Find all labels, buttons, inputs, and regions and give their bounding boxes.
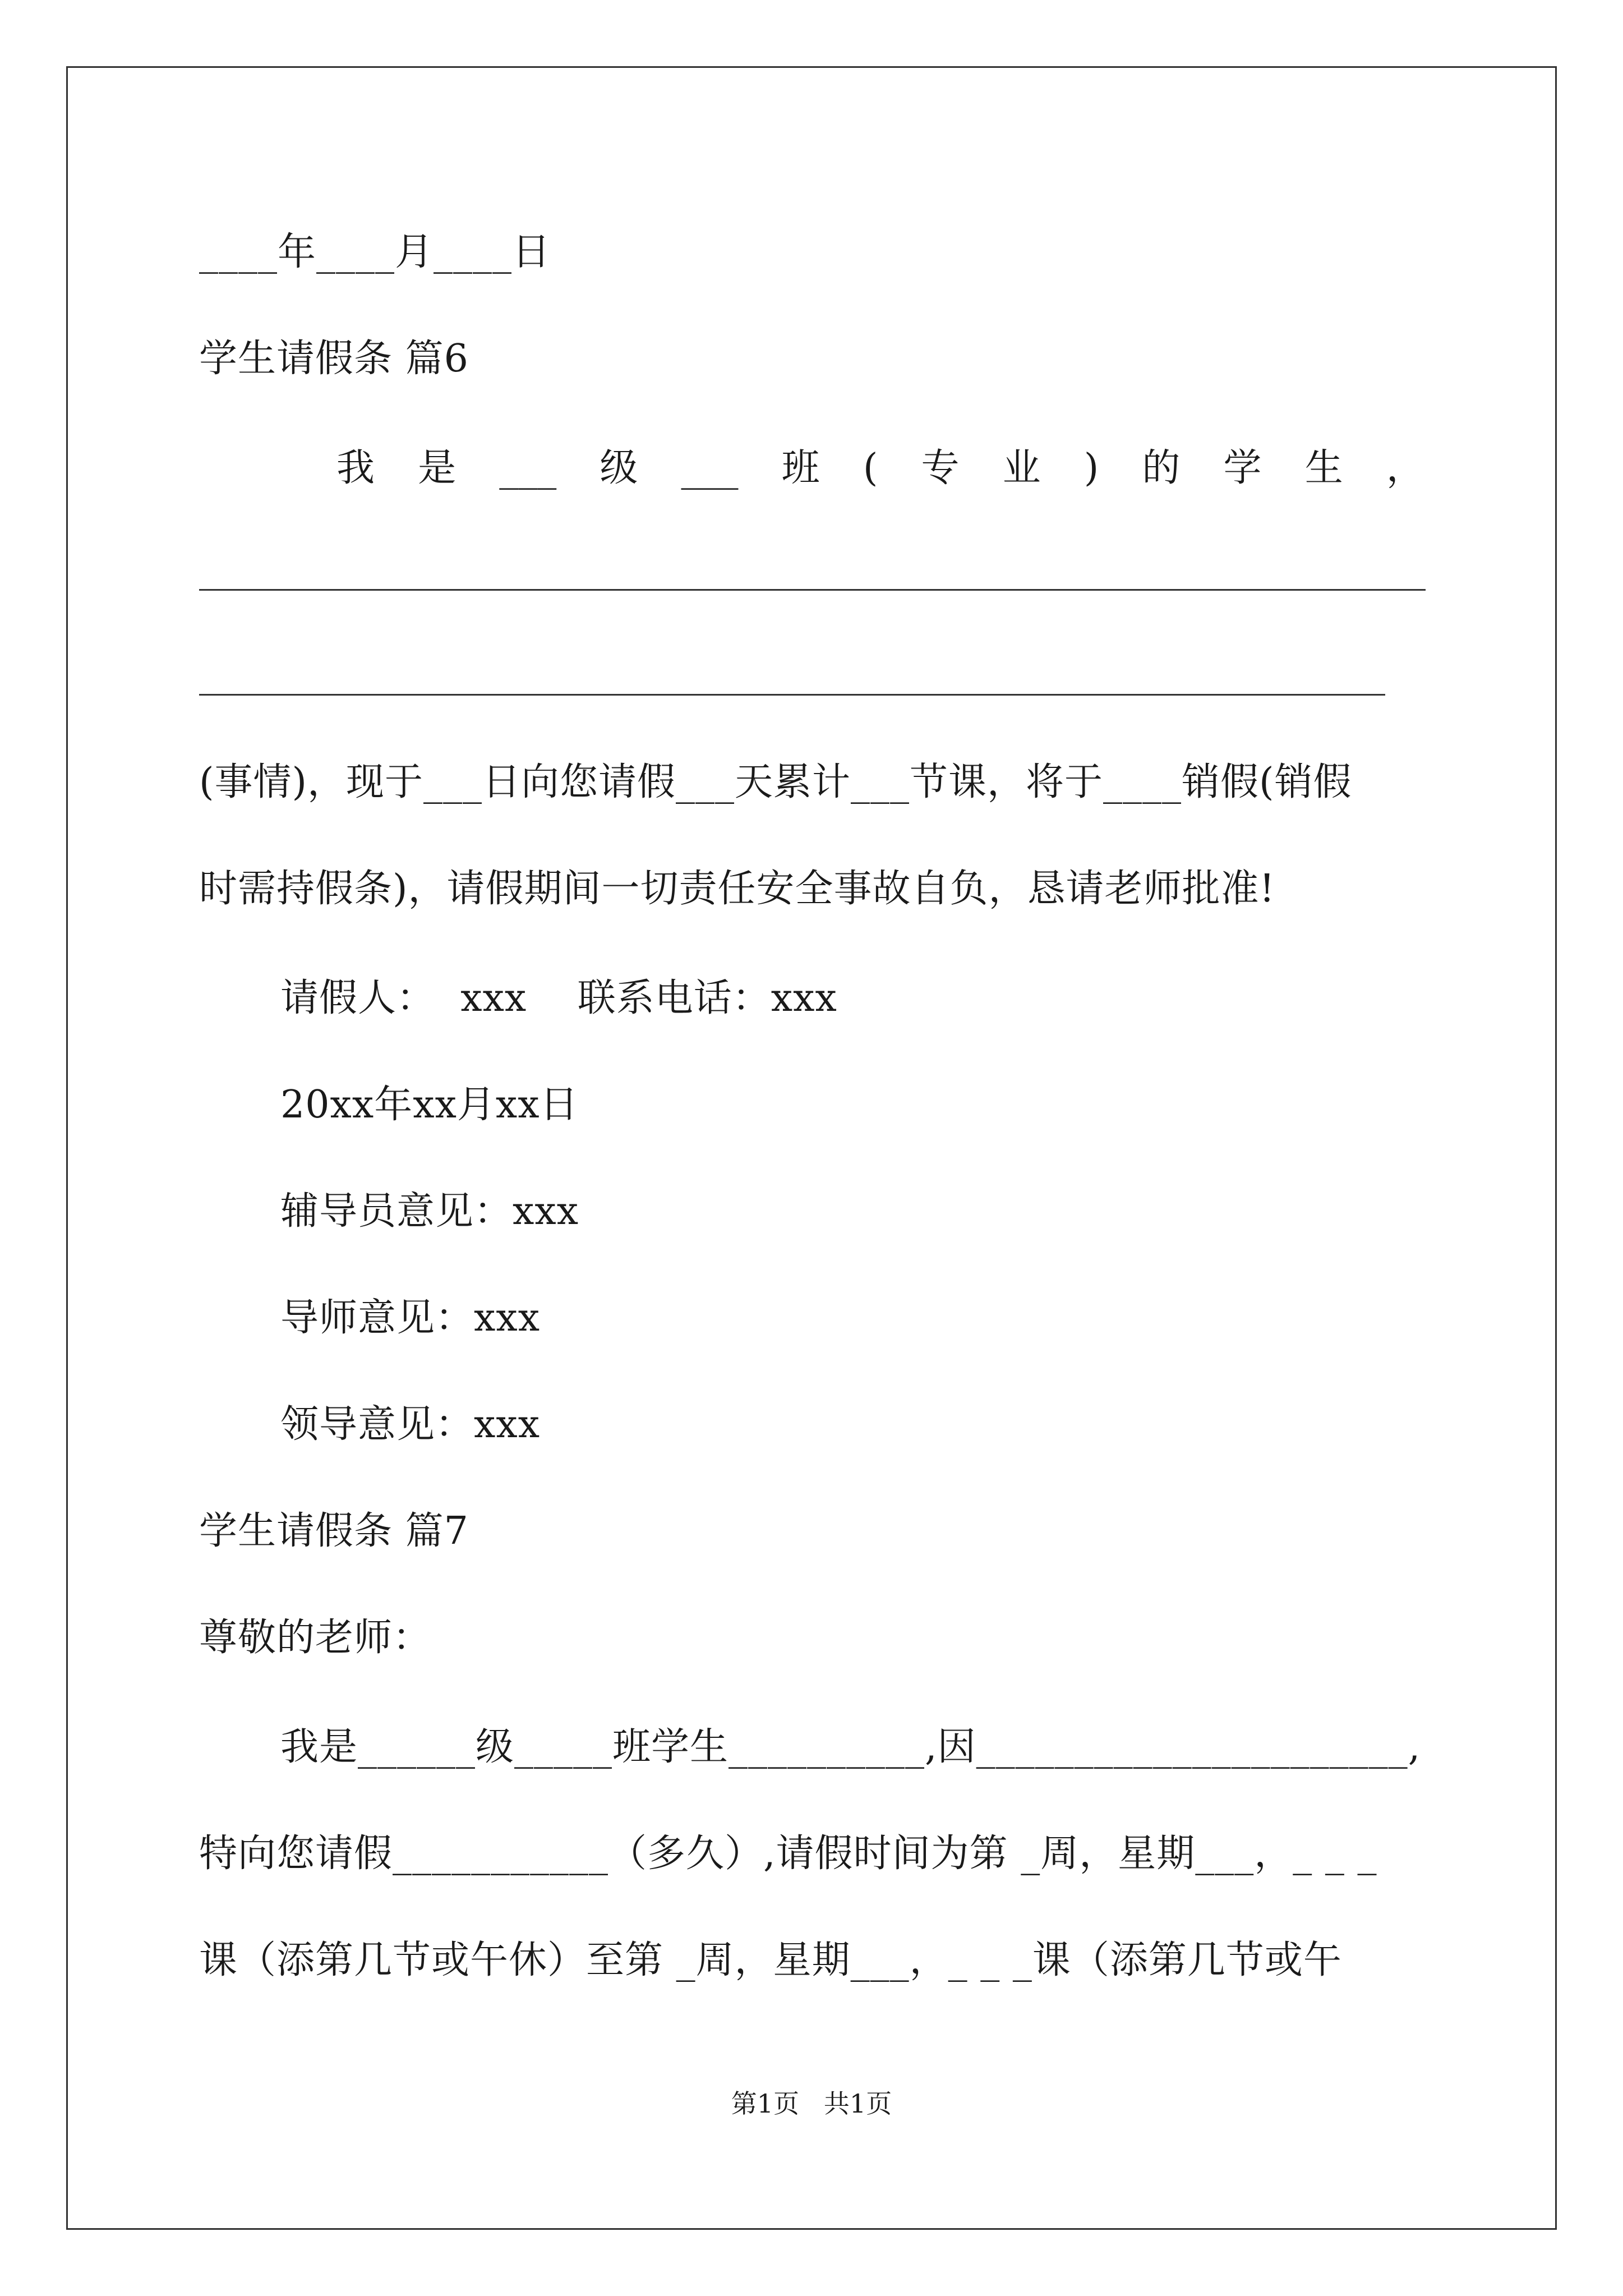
intro-word: ， <box>1386 446 1424 490</box>
intro-word: ) <box>1083 446 1099 490</box>
blank-rule-line <box>199 694 1385 696</box>
intro-word: 我 <box>336 446 375 490</box>
student-intro-line <box>336 446 1424 491</box>
tutor-opinion-line: 导师意见：xxx <box>280 1296 541 1340</box>
intro-word: 专 <box>921 446 960 490</box>
paragraph7-line-3: 课（添第几节或午休）至第 _周，星期___，_ _ _课（添第几节或午 <box>199 1938 1342 1982</box>
leave-reason-line-2: 时需持假条)，请假期间一切责任安全事故自负，恳请老师批准! <box>199 867 1275 911</box>
date-blank-line: ____年____月____日 <box>199 230 551 274</box>
intro-word: 业 <box>1002 446 1041 490</box>
leader-opinion-line: 领导意见：xxx <box>280 1402 541 1447</box>
page-border <box>66 66 1557 2230</box>
intro-word: 班 <box>781 446 820 490</box>
intro-word: 学 <box>1223 446 1262 490</box>
intro-word: 生 <box>1304 446 1343 490</box>
intro-blank: ___ <box>681 446 739 490</box>
intro-word: 级 <box>600 446 638 490</box>
intro-word: ( <box>863 446 878 490</box>
blank-rule-line <box>199 589 1426 591</box>
section-title-7: 学生请假条 篇7 <box>199 1509 469 1553</box>
salutation-line: 尊敬的老师： <box>199 1616 432 1660</box>
page-footer: 第1页 共1页 <box>731 2088 892 2119</box>
counselor-opinion-line: 辅导员意见：xxx <box>280 1189 579 1234</box>
intro-word: 是 <box>418 446 457 490</box>
intro-blank: ___ <box>499 446 557 490</box>
applicant-line: 请假人： xxx 联系电话：xxx <box>280 976 837 1020</box>
section-title-6: 学生请假条 篇6 <box>199 337 469 381</box>
intro-word: 的 <box>1142 446 1181 490</box>
leave-reason-line: (事情)，现于___日向您请假___天累计___节课，将于____销假(销假 <box>199 760 1352 804</box>
paragraph7-line-2: 特向您请假___________（多久）,请假时间为第 _周，星期___，_ _ _ <box>199 1832 1377 1876</box>
filled-date-line: 20xx年xx月xx日 <box>280 1083 579 1127</box>
paragraph7-line-1: 我是______级_____班学生__________,因______________________, <box>280 1725 1421 1769</box>
